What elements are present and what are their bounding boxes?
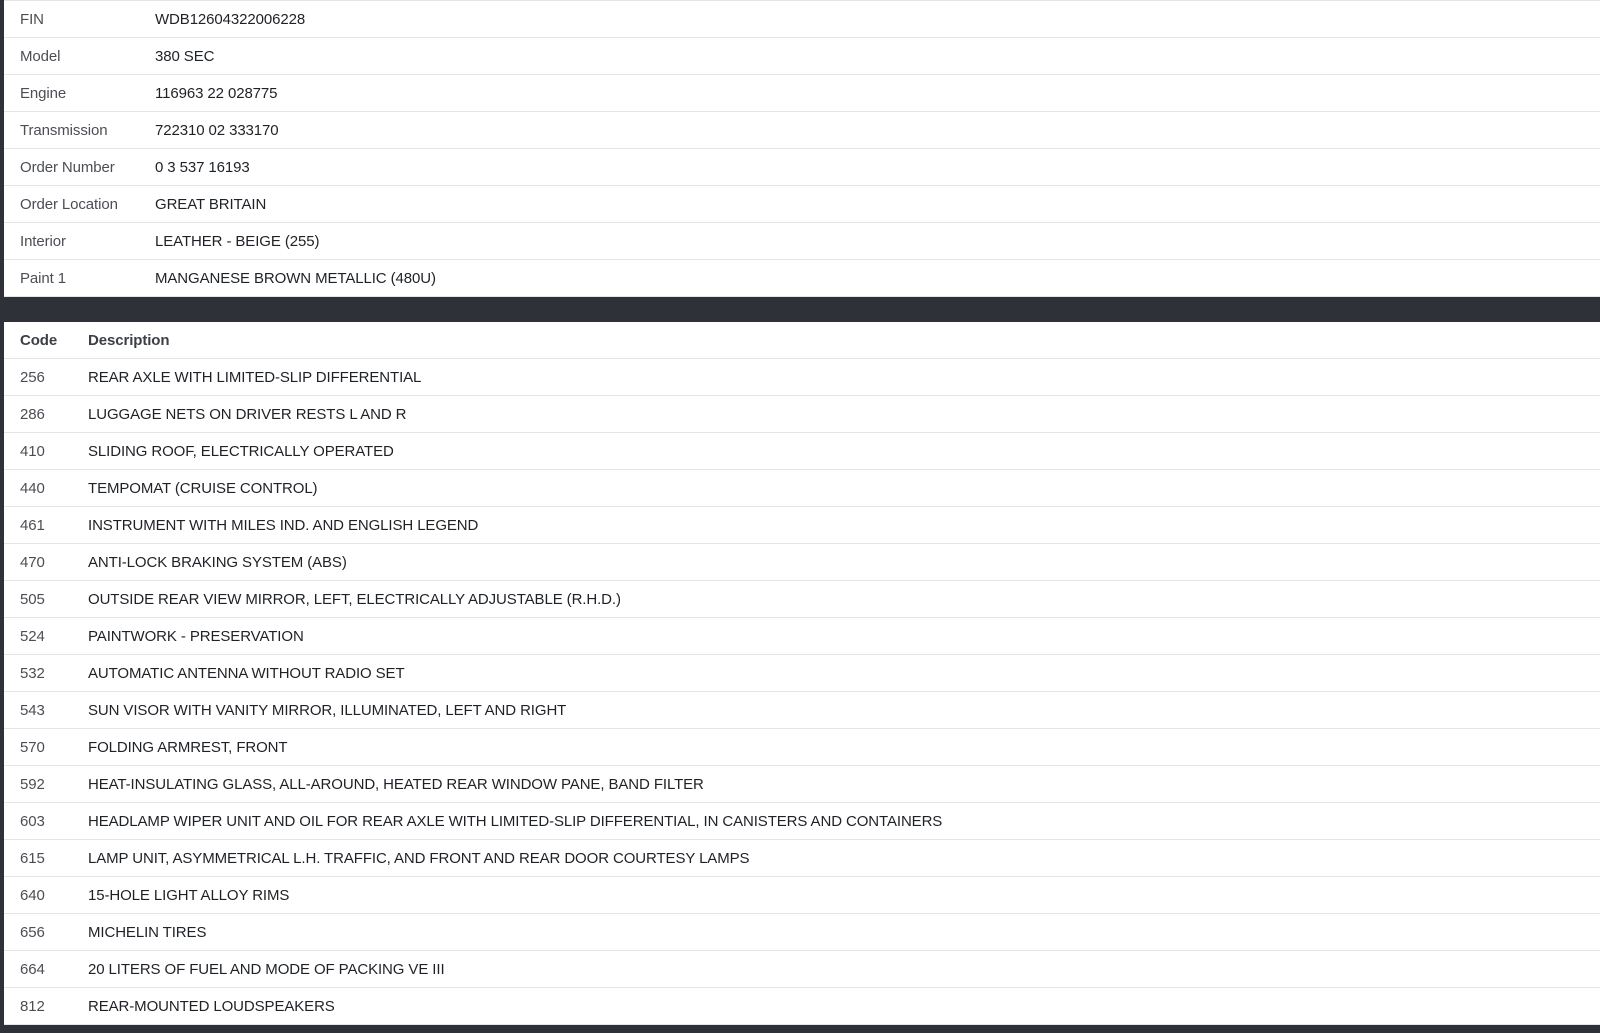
- option-row: [0, 544, 1600, 581]
- vehicle-info-row: [0, 186, 1600, 223]
- option-description: ANTI-LOCK BRAKING SYSTEM (ABS): [88, 553, 347, 571]
- option-description: HEADLAMP WIPER UNIT AND OIL FOR REAR AXLE WITH LIMITED-SLIP DIFFERENTIAL, IN CANISTERS AND CONTAINERS: [88, 812, 943, 830]
- vehicle-info-value: MANGANESE BROWN METALLIC (480U): [155, 269, 436, 287]
- option-description: LAMP UNIT, ASYMMETRICAL L.H. TRAFFIC, AND FRONT AND REAR DOOR COURTESY LAMPS: [88, 849, 750, 867]
- vehicle-info-table: [0, 1, 1600, 297]
- option-description: TEMPOMAT (CRUISE CONTROL): [88, 479, 318, 497]
- vehicle-info-label: Interior: [20, 232, 66, 250]
- options-table-header-row: [0, 322, 1600, 359]
- section-divider-band: [0, 297, 1600, 322]
- option-row: [0, 359, 1600, 396]
- option-row: [0, 840, 1600, 877]
- vehicle-info-value: 380 SEC: [155, 47, 215, 65]
- option-code: 812: [20, 997, 45, 1015]
- vehicle-info-row: [0, 223, 1600, 260]
- option-description: PAINTWORK - PRESERVATION: [88, 627, 304, 645]
- option-description: OUTSIDE REAR VIEW MIRROR, LEFT, ELECTRICALLY ADJUSTABLE (R.H.D.): [88, 590, 621, 608]
- option-row: [0, 951, 1600, 988]
- option-row: [0, 803, 1600, 840]
- bottom-section-band: [0, 1025, 1600, 1033]
- option-code: 532: [20, 664, 45, 682]
- option-description: AUTOMATIC ANTENNA WITHOUT RADIO SET: [88, 664, 405, 682]
- option-description: SUN VISOR WITH VANITY MIRROR, ILLUMINATED, LEFT AND RIGHT: [88, 701, 567, 719]
- option-row: [0, 692, 1600, 729]
- vehicle-info-row: [0, 112, 1600, 149]
- vehicle-info-label: Order Location: [20, 195, 118, 213]
- vehicle-info-label: Model: [20, 47, 61, 65]
- options-table: [0, 322, 1600, 1025]
- vehicle-info-label: Engine: [20, 84, 67, 102]
- left-accent-bar: [0, 0, 4, 1033]
- vehicle-info-row: [0, 260, 1600, 297]
- vehicle-info-row: [0, 75, 1600, 112]
- vehicle-info-label: FIN: [20, 10, 44, 28]
- option-row: [0, 618, 1600, 655]
- option-code: 256: [20, 368, 45, 386]
- option-description: REAR AXLE WITH LIMITED-SLIP DIFFERENTIAL: [88, 368, 422, 386]
- option-row: [0, 581, 1600, 618]
- option-code: 664: [20, 960, 45, 978]
- option-row: [0, 433, 1600, 470]
- option-code: 470: [20, 553, 45, 571]
- description-column-header: Description: [88, 331, 170, 349]
- vehicle-info-label: Paint 1: [20, 269, 66, 287]
- option-description: INSTRUMENT WITH MILES IND. AND ENGLISH LEGEND: [88, 516, 479, 534]
- vehicle-info-value: LEATHER - BEIGE (255): [155, 232, 320, 250]
- option-code: 640: [20, 886, 45, 904]
- option-description: SLIDING ROOF, ELECTRICALLY OPERATED: [88, 442, 394, 460]
- option-code: 440: [20, 479, 45, 497]
- option-row: [0, 988, 1600, 1025]
- option-code: 505: [20, 590, 45, 608]
- option-code: 570: [20, 738, 45, 756]
- option-row: [0, 914, 1600, 951]
- option-row: [0, 877, 1600, 914]
- option-code: 410: [20, 442, 45, 460]
- option-code: 615: [20, 849, 45, 867]
- option-code: 603: [20, 812, 45, 830]
- option-row: [0, 655, 1600, 692]
- option-code: 286: [20, 405, 45, 423]
- code-column-header: Code: [20, 331, 58, 349]
- option-description: FOLDING ARMREST, FRONT: [88, 738, 288, 756]
- vehicle-info-value: 116963 22 028775: [155, 84, 278, 102]
- option-code: 543: [20, 701, 45, 719]
- option-code: 656: [20, 923, 45, 941]
- option-description: 20 LITERS OF FUEL AND MODE OF PACKING VE III: [88, 960, 445, 978]
- option-code: 524: [20, 627, 45, 645]
- vehicle-info-value: WDB12604322006228: [155, 10, 306, 28]
- vehicle-info-row: [0, 38, 1600, 75]
- option-row: [0, 470, 1600, 507]
- option-description: MICHELIN TIRES: [88, 923, 207, 941]
- vehicle-info-row: [0, 1, 1600, 38]
- option-code: 461: [20, 516, 45, 534]
- option-code: 592: [20, 775, 45, 793]
- option-row: [0, 729, 1600, 766]
- option-row: [0, 766, 1600, 803]
- vehicle-info-label: Order Number: [20, 158, 115, 176]
- option-description: REAR-MOUNTED LOUDSPEAKERS: [88, 997, 335, 1015]
- vehicle-info-row: [0, 149, 1600, 186]
- option-row: [0, 507, 1600, 544]
- option-description: 15-HOLE LIGHT ALLOY RIMS: [88, 886, 290, 904]
- option-row: [0, 396, 1600, 433]
- vehicle-info-value: 0 3 537 16193: [155, 158, 250, 176]
- option-description: LUGGAGE NETS ON DRIVER RESTS L AND R: [88, 405, 407, 423]
- options-table-body: [0, 359, 1600, 1025]
- vehicle-info-label: Transmission: [20, 121, 108, 139]
- option-description: HEAT-INSULATING GLASS, ALL-AROUND, HEATED REAR WINDOW PANE, BAND FILTER: [88, 775, 704, 793]
- vehicle-info-value: GREAT BRITAIN: [155, 195, 267, 213]
- vehicle-info-value: 722310 02 333170: [155, 121, 279, 139]
